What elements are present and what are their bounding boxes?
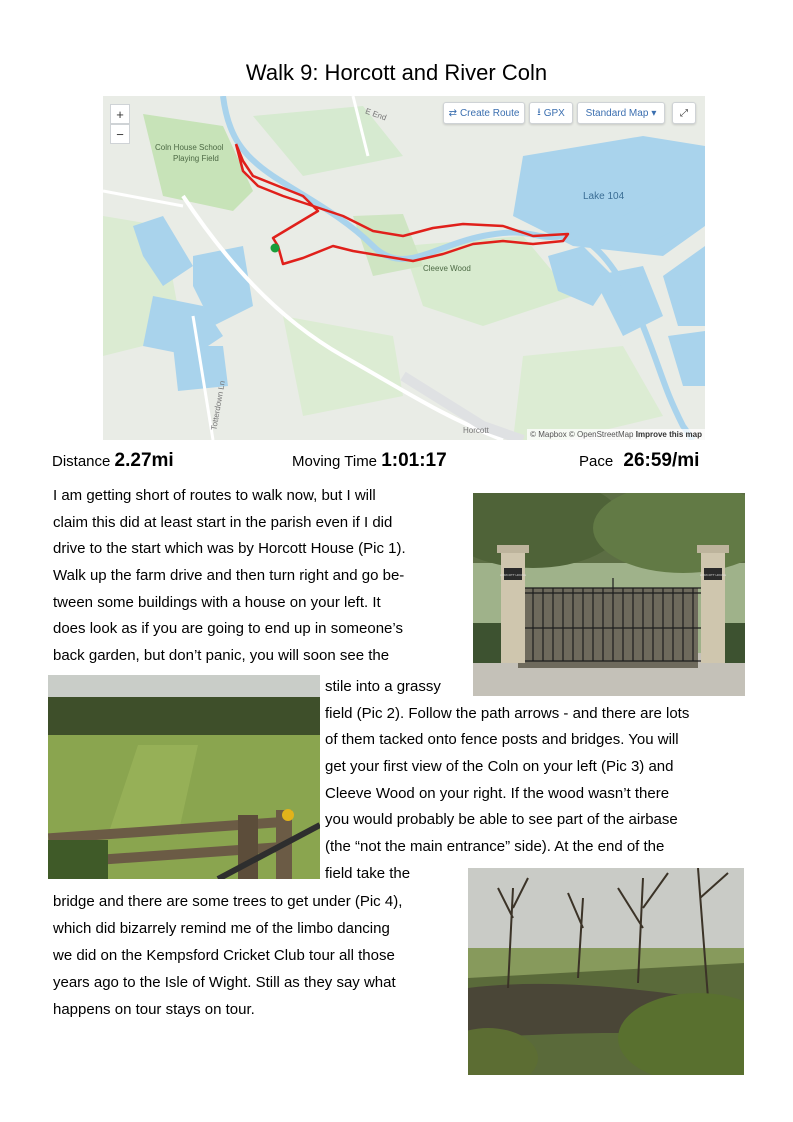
distance-stat — [52, 450, 174, 472]
pace-stat — [579, 450, 699, 472]
text-line-18: we did on the Kempsford Cricket Club tour all those — [53, 947, 395, 964]
improve-map-link[interactable]: Improve this map — [635, 430, 702, 439]
text-line-5: tween some buildings with a house on your left. It — [53, 594, 381, 611]
pace-label: Pace — [579, 453, 614, 470]
moving-time-value: 1:01:17 — [381, 450, 447, 471]
map-label-horcott: Horcott — [463, 426, 489, 435]
text-line-11: get your first view of the Coln on your left (Pic 3) and — [325, 758, 674, 775]
gate-sign-left: HORCOTT HOUSE — [499, 573, 527, 577]
photo-grassy-field — [48, 675, 320, 879]
text-line-12: Cleeve Wood on your right. If the wood wasn’t there — [325, 785, 670, 802]
map-label-playing-field-2: Playing Field — [173, 154, 219, 163]
text-line-20: happens on tour stays on tour. — [53, 1001, 255, 1018]
map-label-wood: Cleeve Wood — [423, 264, 471, 273]
distance-label: Distance — [52, 453, 111, 470]
photo-river-coln — [468, 868, 744, 1075]
map-label-e-end: E End — [364, 106, 388, 123]
map-style-label: Standard Map — [585, 107, 649, 119]
gpx-label: GPX — [543, 107, 565, 119]
map-style-select[interactable] — [577, 102, 665, 124]
gpx-download-button[interactable] — [529, 102, 573, 124]
fullscreen-button[interactable] — [672, 102, 696, 124]
zoom-in-button[interactable]: + — [110, 104, 130, 124]
text-line-8: stile into a grassy — [325, 678, 441, 695]
distance-value: 2.27mi — [114, 450, 174, 471]
photo-horcott-house-gate — [473, 493, 745, 696]
moving-time-label: Moving Time — [292, 453, 378, 470]
pace-value: 26:59/mi — [623, 450, 700, 471]
text-line-16: bridge and there are some trees to get under (Pic 4), — [53, 893, 403, 910]
text-line-6: does look as if you are going to end up in someone’s — [53, 620, 403, 637]
text-line-17: which did bizarrely remind me of the limbo dancing — [53, 920, 390, 937]
page-title: Walk 9: Horcott and River Coln — [245, 60, 548, 85]
text-line-3: drive to the start which was by Horcott House (Pic 1). — [53, 540, 406, 557]
route-icon: ⇄ — [448, 107, 457, 119]
text-line-13: you would probably be able to see part of the airbase — [325, 811, 678, 828]
attribution-text: © Mapbox © OpenStreetMap — [530, 430, 634, 439]
create-route-button[interactable] — [443, 102, 525, 124]
route-map[interactable] — [103, 96, 705, 440]
map-label-totterdown: Totterdown Ln — [209, 379, 227, 432]
text-line-2: claim this did at least start in the parish even if I did — [53, 514, 393, 531]
create-route-label: Create Route — [459, 107, 520, 119]
map-label-playing-field: Coln House School — [155, 143, 224, 152]
text-line-9: field (Pic 2). Follow the path arrows - and there are lots — [325, 705, 690, 722]
text-line-14: (the “not the main entrance” side). At the end of the — [325, 838, 665, 855]
text-line-7: back garden, but don’t panic, you will soon see the — [53, 647, 390, 664]
moving-time-stat — [292, 450, 447, 472]
map-attribution[interactable] — [527, 429, 705, 440]
map-label-lake: Lake 104 — [583, 191, 625, 202]
zoom-out-button[interactable]: − — [110, 124, 130, 144]
gate-sign-right: HORCOTT HOUSE — [699, 573, 727, 577]
fullscreen-icon: ⤢ — [680, 107, 688, 119]
download-icon: ⭳ — [537, 106, 541, 118]
text-line-1: I am getting short of routes to walk now, but I will — [53, 487, 376, 504]
text-line-19: years ago to the Isle of Wight. Still as they say what — [53, 974, 396, 991]
chevron-down-icon: ▾ — [651, 107, 657, 119]
text-line-10: of them tacked onto fence posts and bridges. You will — [325, 731, 679, 748]
text-line-15: field take the — [325, 865, 411, 882]
text-line-4: Walk up the farm drive and then turn right and go be- — [53, 567, 405, 584]
